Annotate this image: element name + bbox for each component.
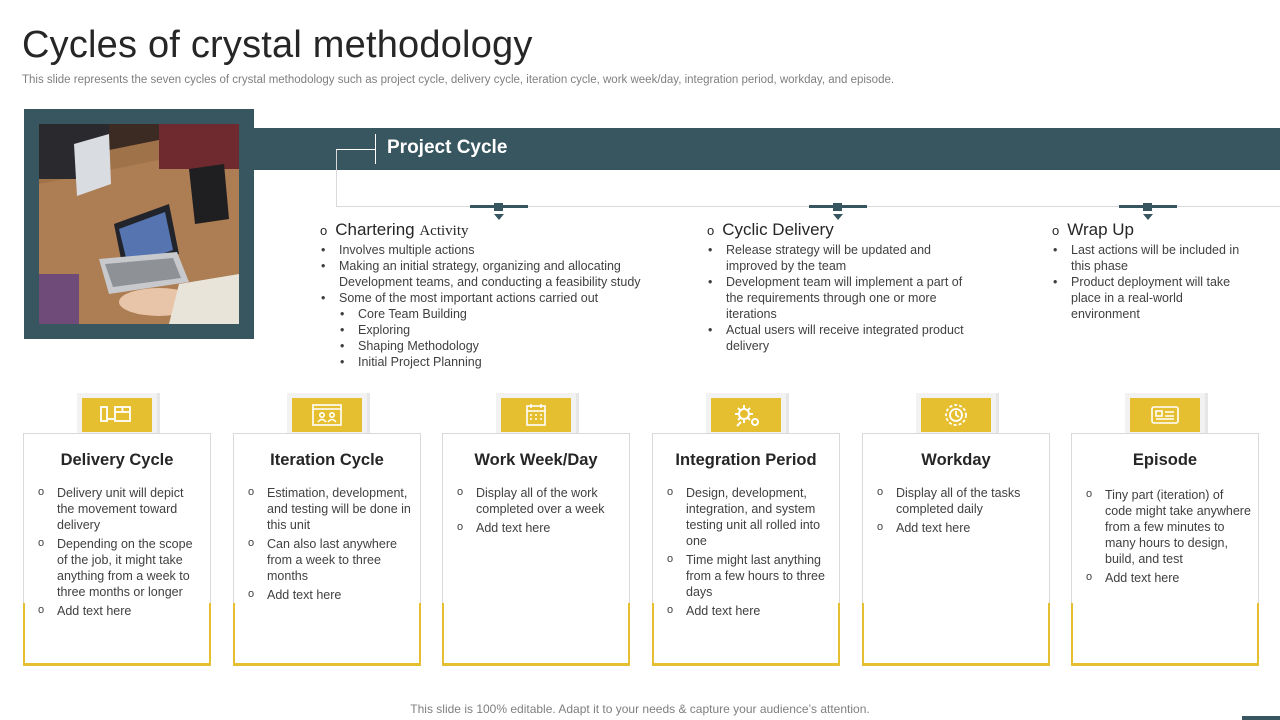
card-work-week-day <box>442 393 630 665</box>
card-integration-period <box>652 393 840 665</box>
project-cycle-title: Project Cycle <box>387 137 508 158</box>
icon-box <box>706 393 786 435</box>
footer-note: This slide is 100% editable. Adapt it to your needs & capture your audience’s attention. <box>410 702 870 716</box>
list-item: • Release strategy will be updated and improved by the team <box>707 242 969 274</box>
icon-box <box>77 393 157 435</box>
list-item: • Product deployment will take place in a real-world environment <box>1052 274 1252 322</box>
phase-chartering <box>320 220 690 370</box>
card-iteration-cycle <box>233 393 421 665</box>
gears-icon <box>711 398 781 432</box>
list-item: • Last actions will be included in this phase <box>1052 242 1252 274</box>
bracket-line <box>336 149 376 150</box>
list-item: o Tiny part (iteration) of code might take anywhere from a few minutes to many hours to design, build, and test <box>1085 487 1251 567</box>
corner-accent <box>1242 716 1280 720</box>
bracket-line <box>375 134 376 164</box>
sub-list-item: • Exploring <box>320 322 690 338</box>
list-item: • Making an initial strategy, organizing and allocating Development teams, and conducting a feasibility study <box>320 258 690 290</box>
phase-heading-main: Wrap Up <box>1067 220 1134 239</box>
list-item: • Development team will implement a part of the requirements through one or more iterations <box>707 274 969 322</box>
card-title: Workday <box>921 451 991 469</box>
list-item: o Time might last anything from a few hours to three days <box>666 552 832 600</box>
phase-heading-main: Chartering <box>335 220 415 239</box>
list-item: o Depending on the scope of the job, it might take anything from a week to three months or longer <box>37 536 203 600</box>
calendar-icon <box>501 398 571 432</box>
card-episode <box>1071 393 1259 665</box>
phase-heading: o Wrap Up <box>1052 220 1134 239</box>
icon-box <box>1125 393 1205 435</box>
page-title: Cycles of crystal methodology <box>22 24 533 66</box>
list-item: • Actual users will receive integrated product delivery <box>707 322 969 354</box>
card-delivery-cycle <box>23 393 211 665</box>
list-item: o Add text here <box>37 603 203 619</box>
team-window-icon <box>292 398 362 432</box>
phase-heading-tail: Activity <box>419 223 469 239</box>
card-title: Work Week/Day <box>474 451 598 469</box>
list-item: • Involves multiple actions <box>320 242 690 258</box>
phase-heading-main: Cyclic Delivery <box>722 220 834 239</box>
card-workday <box>862 393 1050 665</box>
list-item: o Add text here <box>1085 570 1251 586</box>
laptop-meeting-photo <box>39 124 239 324</box>
timeline-marker <box>470 203 528 221</box>
card-title: Integration Period <box>675 451 817 469</box>
icon-box <box>916 393 996 435</box>
sub-list-item: • Shaping Methodology <box>320 338 690 354</box>
card-title: Episode <box>1132 451 1198 469</box>
phase-heading: o Chartering Activity <box>320 220 469 239</box>
list-item: o Display all of the work completed over a week <box>456 485 622 517</box>
list-item: o Display all of the tasks completed daily <box>876 485 1042 517</box>
list-item: o Can also last anywhere from a week to three months <box>247 536 413 584</box>
box-delivery-icon <box>82 398 152 432</box>
sub-list-item: • Initial Project Planning <box>320 354 690 370</box>
list-item: o Add text here <box>456 520 622 536</box>
icon-box <box>287 393 367 435</box>
list-item: • Some of the most important actions carried out <box>320 290 690 306</box>
list-item: o Add text here <box>666 603 832 619</box>
list-item: o Design, development, integration, and system testing unit all rolled into one <box>666 485 832 549</box>
phase-heading: o Cyclic Delivery <box>707 220 834 239</box>
card-title: Iteration Cycle <box>270 451 384 469</box>
timeline-marker <box>809 203 867 221</box>
list-item: o Estimation, development, and testing will be done in this unit <box>247 485 413 533</box>
card-title: Delivery Cycle <box>60 451 174 469</box>
timeline-marker <box>1119 203 1177 221</box>
clock-gear-icon <box>921 398 991 432</box>
icon-box <box>496 393 576 435</box>
list-item: o Add text here <box>876 520 1042 536</box>
list-item: o Delivery unit will depict the movement toward delivery <box>37 485 203 533</box>
page-subtitle: This slide represents the seven cycles of crystal methodology such as project cycle, delivery cycle, iteration cycle, work week/day, integration period, workday, and episode. <box>22 74 895 86</box>
bracket-line <box>336 149 337 207</box>
sub-list-item: • Core Team Building <box>320 306 690 322</box>
id-card-icon <box>1130 398 1200 432</box>
phase-cyclic-delivery <box>707 220 969 354</box>
phase-wrap-up <box>1052 220 1252 322</box>
list-item: o Add text here <box>247 587 413 603</box>
